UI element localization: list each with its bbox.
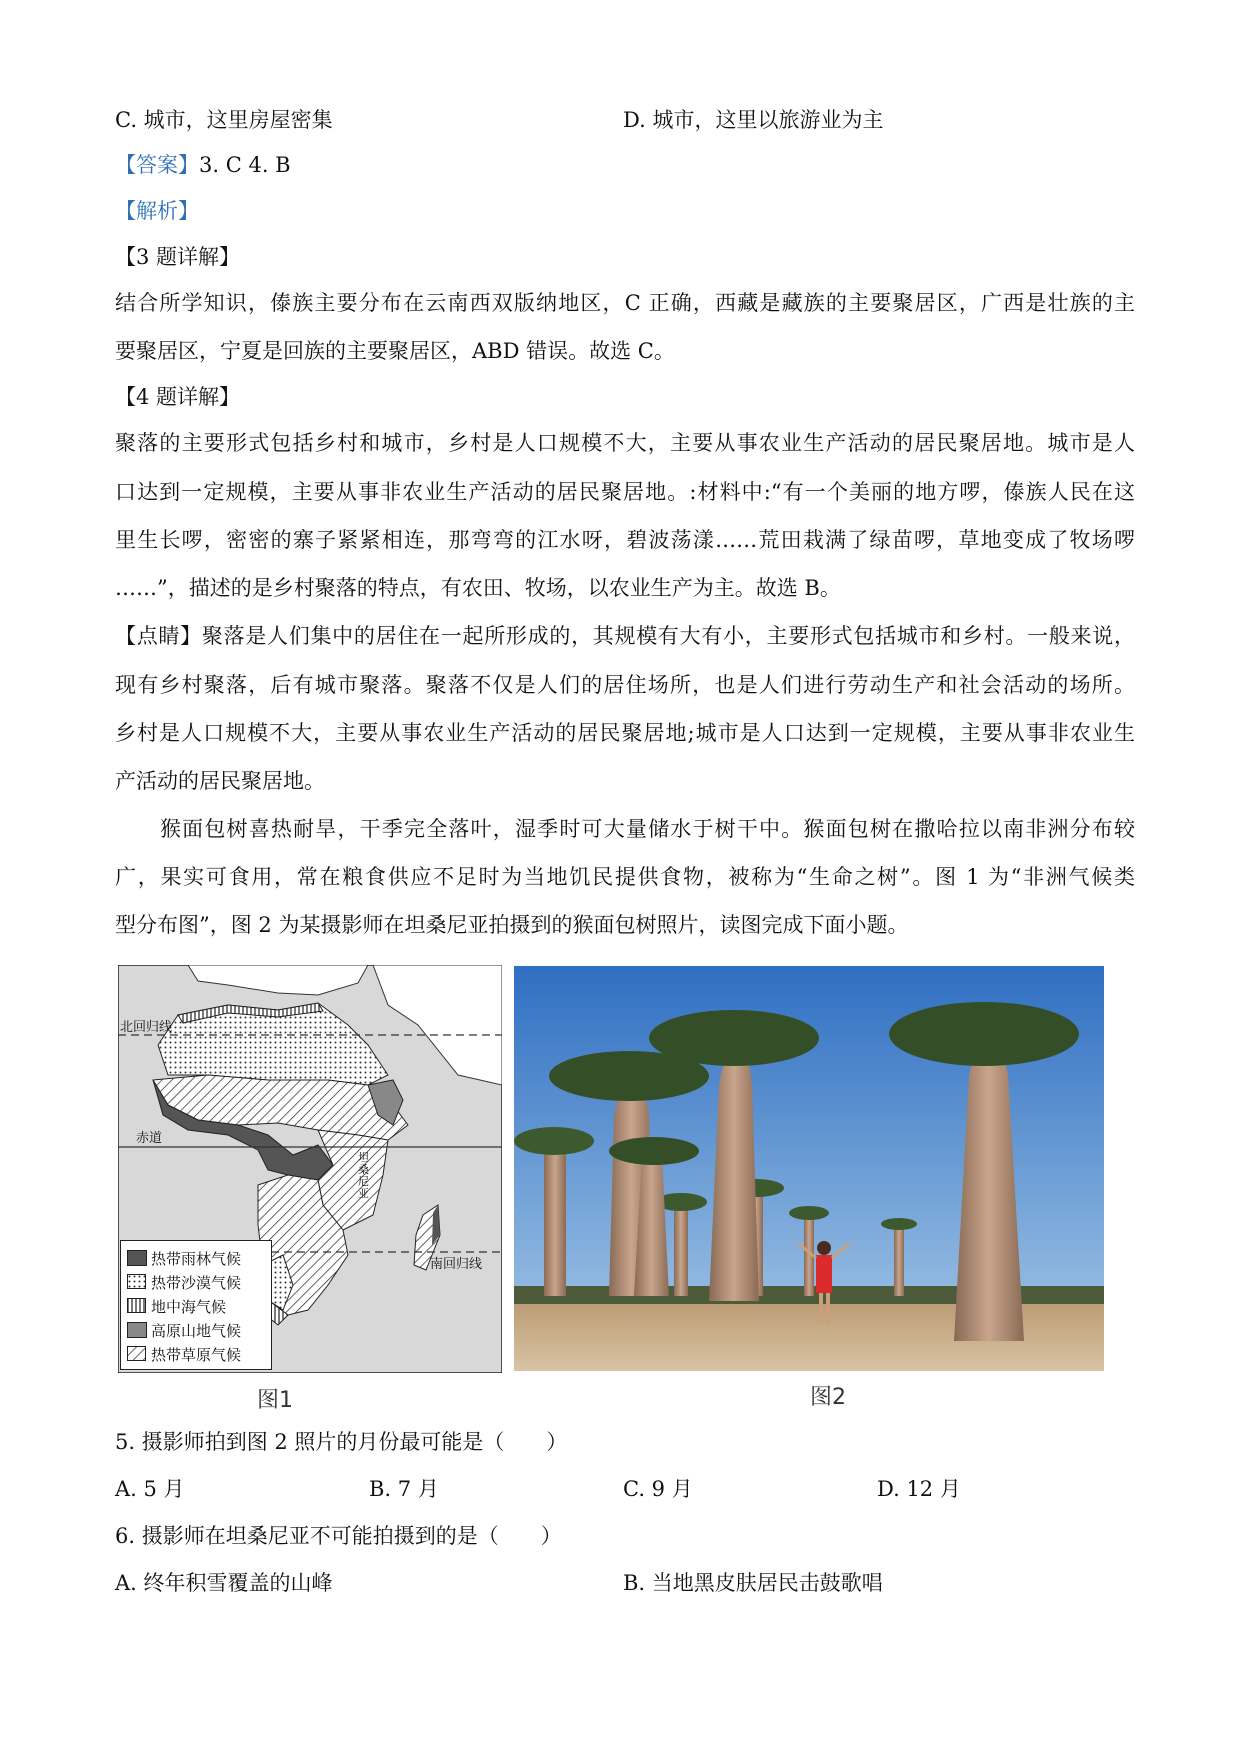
tip-line-4: 产活动的居民聚居地。: [115, 769, 325, 793]
tanzania-label-2: 桑: [358, 1163, 369, 1176]
q5-stem: 5. 摄影师拍到图 2 照片的月份最可能是（ ）: [115, 1430, 568, 1454]
legend-swatch-rainforest: [127, 1250, 147, 1266]
q5-option-c: C. 9 月: [623, 1477, 693, 1501]
legend-label-desert: 热带沙漠气候: [151, 1273, 242, 1292]
legend-label-rainforest: 热带雨林气候: [151, 1249, 242, 1268]
answer-value: 3. C 4. B: [199, 153, 291, 177]
answer-label: 【答案】: [115, 153, 199, 177]
material-line-1: 猴面包树喜热耐旱，干季完全落叶，湿季时可大量储水于树干中。猴面包树在撒哈拉以南非洲分布较: [160, 817, 1135, 841]
material-line-2: 广，果实可食用，常在粮食供应不足时为当地饥民提供食物，被称为“生命之树”。图 1 为“非洲气候类: [115, 865, 1135, 889]
equator-label: 赤道: [136, 1131, 163, 1146]
legend-item-highland: [127, 1319, 241, 1341]
q6-stem: 6. 摄影师在坦桑尼亚不可能拍摄到的是（ ）: [115, 1524, 562, 1548]
q3-title: 【3 题详解】: [115, 245, 241, 269]
legend-item-rainforest: [127, 1247, 241, 1269]
figure-2-caption: 图2: [810, 1385, 846, 1410]
q3-line-2: 要聚居区，宁夏是回族的主要聚居区，ABD 错误。故选 C。: [115, 339, 675, 363]
q4-line-3: 里生长啰，密密的寨子紧紧相连，那弯弯的江水呀，碧波荡漾……荒田栽满了绿苗啰，草地变成了牧场啰: [115, 528, 1135, 552]
legend-swatch-desert: [127, 1274, 147, 1290]
tip-line-3: 乡村是人口规模不大，主要从事农业生产活动的居民聚居地;城市是人口达到一定规模，主要从事非农业生: [115, 721, 1135, 745]
q5-option-a: A. 5 月: [115, 1477, 185, 1501]
option-c-prev: C. 城市，这里房屋密集: [115, 108, 333, 132]
tropic-south-label: 南回归线: [430, 1257, 483, 1272]
tip-line-1: 【点睛】聚落是人们集中的居住在一起所形成的，其规模有大有小，主要形式包括城市和乡村。一般来说，: [115, 624, 1135, 648]
q6-option-b: B. 当地黑皮肤居民击鼓歌唱: [623, 1571, 883, 1595]
q4-title: 【4 题详解】: [115, 385, 241, 409]
tropic-north-label: 北回归线: [120, 1020, 173, 1035]
answer-line: [115, 150, 291, 180]
legend-swatch-highland: [127, 1322, 147, 1338]
legend-swatch-savanna: [127, 1346, 147, 1362]
analysis-label: 【解析】: [115, 199, 199, 223]
legend-item-desert: [127, 1271, 241, 1293]
baobab-photo-svg: [514, 966, 1104, 1371]
legend-label-savanna: 热带草原气候: [151, 1345, 242, 1364]
map-legend: [120, 1240, 272, 1370]
tanzania-label-4: 亚: [358, 1187, 369, 1200]
tanzania-label-1: 坦: [358, 1151, 369, 1164]
q4-line-4: ……”，描述的是乡村聚落的特点，有农田、牧场，以农业生产为主。故选 B。: [115, 576, 841, 600]
q4-line-1: 聚落的主要形式包括乡村和城市，乡村是人口规模不大，主要从事农业生产活动的居民聚居地。城市是人: [115, 431, 1135, 455]
option-d-prev: D. 城市，这里以旅游业为主: [623, 108, 884, 132]
legend-item-mediterranean: [127, 1295, 226, 1317]
figure-1-climate-map: [118, 965, 502, 1373]
q3-line-1: 结合所学知识，傣族主要分布在云南西双版纳地区，C 正确，西藏是藏族的主要聚居区，广西是壮族的主: [115, 291, 1135, 315]
legend-swatch-mediterranean: [127, 1298, 147, 1314]
tip-line-2: 现有乡村聚落，后有城市聚落。聚落不仅是人们的居住场所，也是人们进行劳动生产和社会活动的场所。: [115, 673, 1135, 697]
legend-label-highland: 高原山地气候: [151, 1321, 242, 1340]
legend-label-mediterranean: 地中海气候: [151, 1297, 227, 1316]
material-line-3: 型分布图”，图 2 为某摄影师在坦桑尼亚拍摄到的猴面包树照片，读图完成下面小题。: [115, 913, 909, 937]
legend-item-savanna: [127, 1343, 241, 1365]
q4-line-2: 口达到一定规模，主要从事非农业生产活动的居民聚居地。:材料中:“有一个美丽的地方啰，傣族人民在这: [115, 480, 1135, 504]
tanzania-label-3: 尼: [358, 1175, 369, 1188]
figure-1-caption: 图1: [257, 1388, 293, 1413]
q5-option-b: B. 7 月: [369, 1477, 439, 1501]
figure-2-baobab-photo: [514, 966, 1104, 1371]
q5-option-d: D. 12 月: [877, 1477, 961, 1501]
q6-option-a: A. 终年积雪覆盖的山峰: [115, 1571, 333, 1595]
